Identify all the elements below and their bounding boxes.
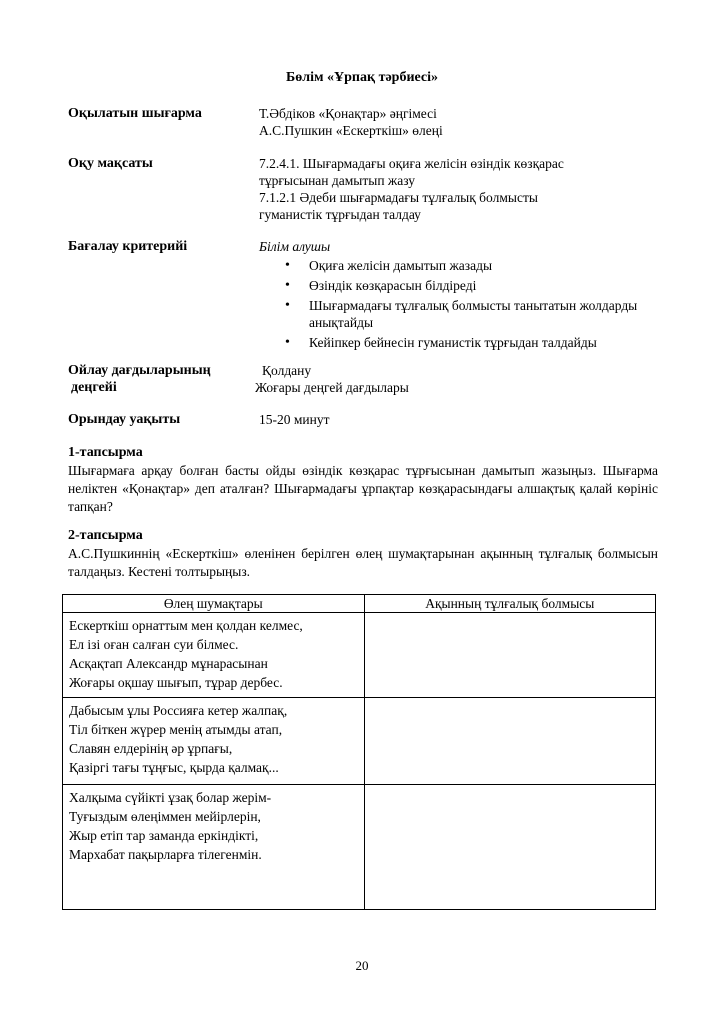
thinking-level: Жоғары деңгей дағдылары [255,380,409,395]
stanza-cell [63,785,365,910]
work-line: Т.Әбдіков «Қонақтар» әңгімесі [259,106,437,121]
stanza-cell [63,698,365,785]
stanza-cell [63,613,365,698]
col-header-persona: Ақынның тұлғалық болмысы [364,595,655,613]
goal-line: 7.2.4.1. Шығармадағы оқиға желісін өзіндік көзқарас [259,156,564,171]
criteria-value [259,238,659,354]
work-line: А.С.Пушкин «Ескерткіш» өлеңі [259,123,443,138]
criteria-list [259,257,659,351]
verse-line: Ел ізі оған салған суи білмес. [69,637,239,652]
task2-text: А.С.Пушкиннің «Ескерткіш» өленінен берілген өлең шумақтарынан ақынның тұлғалық болмысын талдаңыз. Кестені толтырыңыз. [68,546,658,579]
verse-line: Жыр етіп тар заманда еркіндікті, [69,828,259,843]
verse-line: Славян елдерінің әр ұрпағы, [69,741,233,756]
criteria-label: Бағалау критерийі [68,239,188,254]
thinking-label-line: деңгейі [71,380,117,395]
col-header-stanzas: Өлең шумақтары [63,595,365,613]
criteria-item: • Өзіндік көзқарасын білдіреді [279,277,659,294]
task1-heading: 1-тапсырма [68,445,143,460]
verse-line: Туғыздым өлеңіммен мейірлерін, [69,809,261,824]
answer-cell[interactable] [364,613,655,698]
answer-cell[interactable] [364,785,655,910]
verse-line: Ескерткіш орнаттым мен қолдан келмес, [69,618,303,633]
verse-line: Асқақтап Александр мұнарасынан [69,656,268,671]
verse-line: Мархабат пақырларға тілегенмін. [69,847,262,862]
verse-line: Жоғары оқшау шығып, тұрар дербес. [69,675,283,690]
work-value [259,105,443,139]
time-value: 15-20 минут [259,412,330,427]
answer-cell[interactable] [364,698,655,785]
criteria-item: • Оқиға желісін дамытып жазады [279,257,659,274]
goal-value [259,155,564,223]
verse-line: Дабысым ұлы Россияға кетер жалпақ, [69,703,288,718]
table-row [63,785,656,910]
task2 [68,527,658,581]
goal-line: гуманистік тұрғыдан талдау [259,207,421,222]
table-row [63,613,656,698]
table-row [63,698,656,785]
time-label: Орындау уақыты [68,412,181,427]
criteria-intro: Білім алушы [259,239,331,254]
poem-table [62,594,656,910]
goal-label: Оқу мақсаты [68,156,153,171]
section-title: Бөлім «Ұрпақ тәрбиесі» [286,70,438,85]
criteria-item: • Шығармадағы тұлғалық болмысты танытатын жолдарды анықтайды [279,297,639,331]
task1-text: Шығармаға арқау болған басты ойды өзіндік көзқарас тұрғысынан дамытып жазыңыз. Шығарма неліктен «Қонақтар» деп аталған? Шығармадағы ұрпақтар көзқарасындағы алшақтық қалай көрініс тапқан? [68,463,658,514]
goal-line: тұрғысынан дамытып жазу [259,173,416,188]
task2-heading: 2-тапсырма [68,528,143,543]
thinking-label [68,362,211,396]
page-number: 20 [355,958,369,973]
verse-line: Қазіргі тағы тұңғыс, қырда қалмақ... [69,760,279,775]
thinking-label-line: Ойлау дағдыларының [68,363,211,378]
work-label: Оқылатын шығарма [68,106,202,121]
criteria-item: • Кейіпкер бейнесін гуманистік тұрғыдан талдайды [279,334,659,351]
table-header-row [63,595,656,613]
verse-line: Тіл біткен жүрер менің атымды атап, [69,722,283,737]
verse-line: Халқыма сүйікті ұзақ болар жерім- [69,790,272,805]
task1 [68,444,658,516]
goal-line: 7.1.2.1 Әдеби шығармадағы тұлғалық болмысты [259,190,538,205]
thinking-value: Қолдану [262,363,312,378]
